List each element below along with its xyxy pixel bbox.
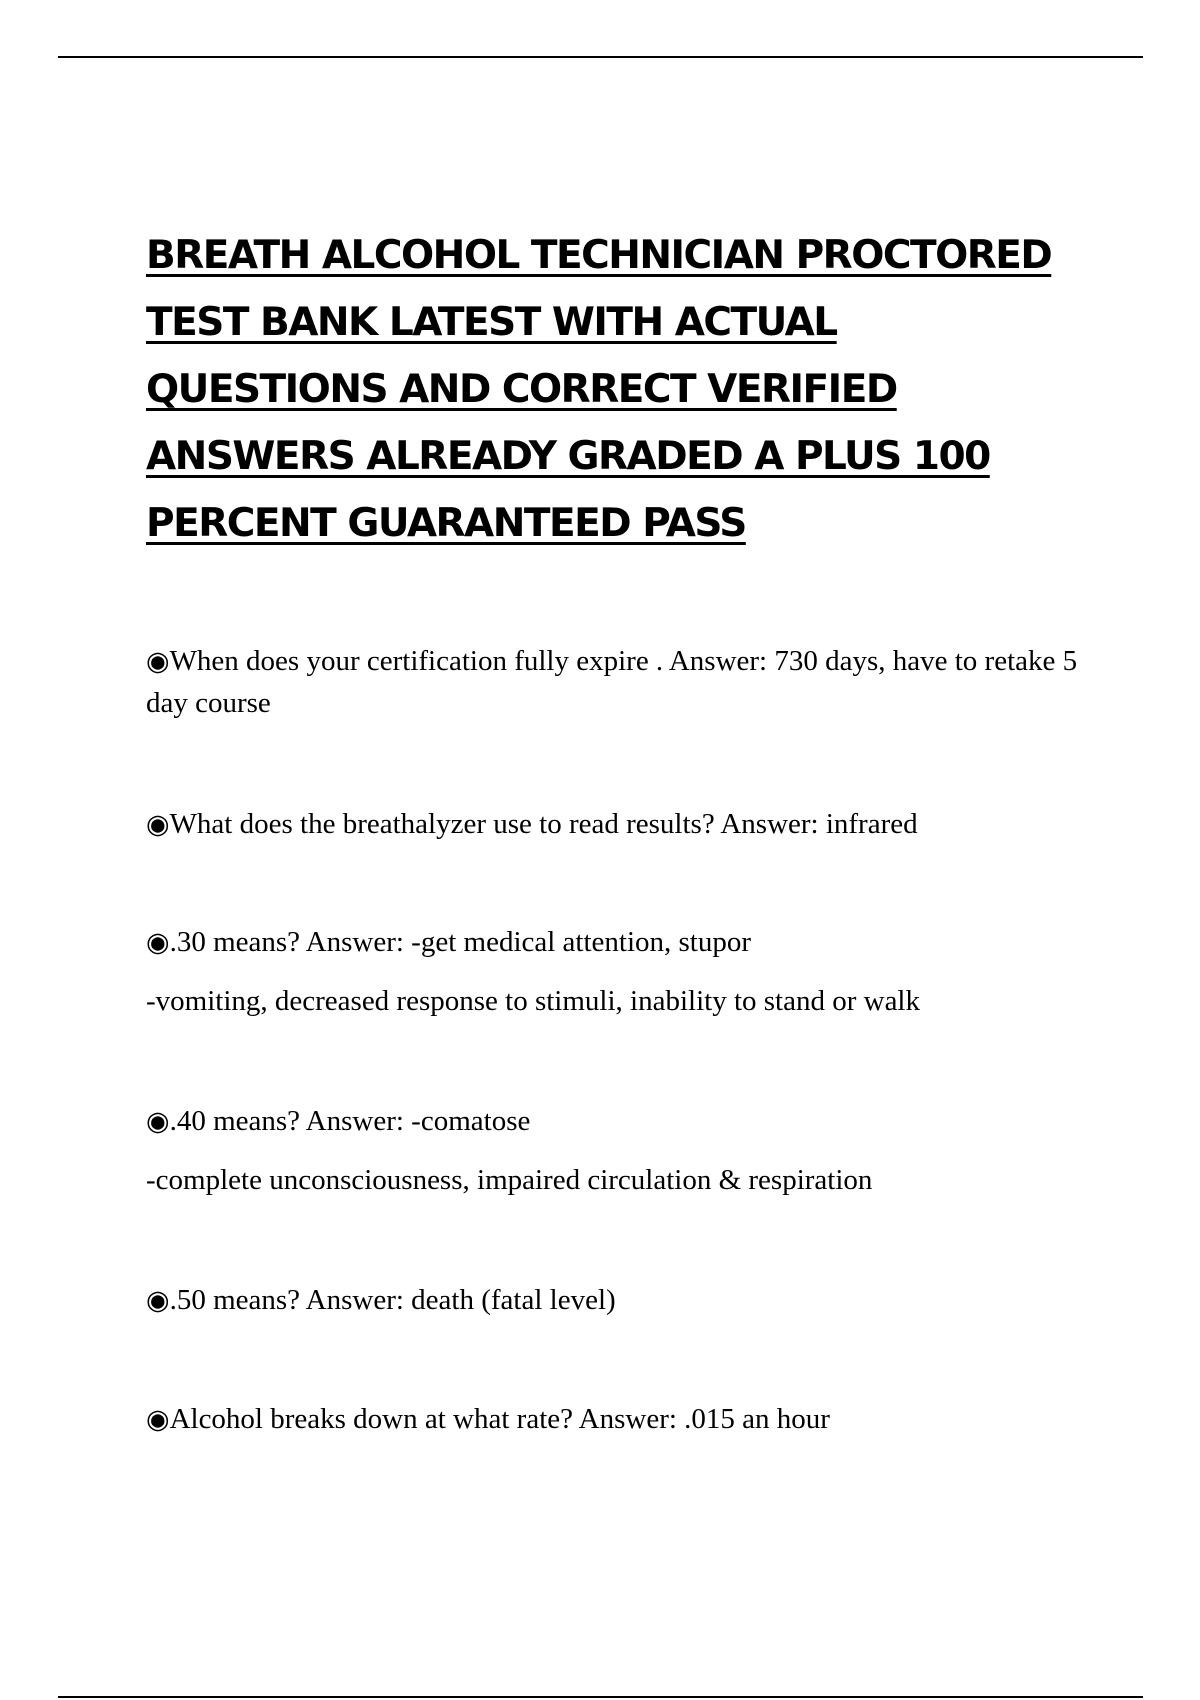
bullet-icon: ◉ [146, 1285, 170, 1315]
qa-item [146, 921, 1096, 1022]
qa-question [146, 1398, 1096, 1440]
qa-answer-continuation: -complete unconsciousness, impaired circulation & respiration [146, 1164, 873, 1196]
qa-item [146, 803, 1096, 845]
bullet-icon: ◉ [146, 1106, 170, 1136]
qa-question [146, 803, 1096, 845]
qa-item [146, 1279, 1096, 1321]
bullet-icon: ◉ [146, 927, 170, 957]
qa-text: What does the breathalyzer use to read results? Answer: infrared [169, 808, 918, 840]
qa-item [146, 640, 1096, 724]
qa-question [146, 921, 1096, 963]
qa-item [146, 1100, 1096, 1201]
qa-answer-continuation: -vomiting, decreased response to stimuli, inability to stand or walk [146, 985, 920, 1017]
qa-text: .50 means? Answer: death (fatal level) [169, 1284, 616, 1316]
qa-text: When does your certification fully expire . Answer: 730 days, have to retake 5 day course [146, 645, 1078, 719]
bullet-icon: ◉ [146, 646, 170, 676]
document-title: BREATH ALCOHOL TECHNICIAN PROCTORED TEST BANK LATEST WITH ACTUAL QUESTIONS AND CORRECT VERIFIED ANSWERS ALREADY GRADED A PLUS 100 PERCENT GUARANTEED PASS [146, 233, 1052, 546]
bullet-icon: ◉ [146, 809, 170, 839]
qa-question [146, 1100, 1096, 1142]
qa-text: Alcohol breaks down at what rate? Answer: .015 an hour [169, 1403, 830, 1435]
qa-text: .30 means? Answer: -get medical attention, stupor [169, 926, 752, 958]
footer-rule [58, 1696, 1143, 1698]
qa-question [146, 640, 1096, 724]
qa-question [146, 1279, 1096, 1321]
qa-text: .40 means? Answer: -comatose [169, 1105, 531, 1137]
header-rule [58, 56, 1143, 58]
bullet-icon: ◉ [146, 1404, 170, 1434]
qa-item [146, 1398, 1096, 1440]
